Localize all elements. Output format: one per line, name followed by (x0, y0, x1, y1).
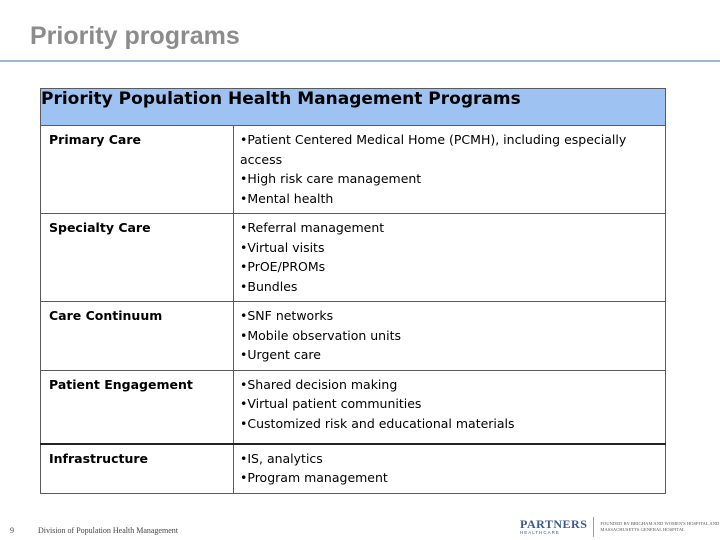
row-category: Specialty Care (41, 214, 234, 302)
list-item: • Virtual patient communities (240, 394, 657, 414)
logo-brand (520, 518, 587, 536)
list-item: • Patient Centered Medical Home (PCMH), including especially access (240, 130, 657, 169)
logo-name: PARTNERS (520, 517, 588, 531)
footer-department: Division of Population Health Management (38, 526, 178, 535)
table-header-row (41, 89, 666, 126)
slide-title: Priority programs (30, 22, 240, 50)
partners-logo (520, 514, 720, 540)
row-items (234, 370, 666, 444)
table-row (41, 126, 666, 214)
table-row (41, 214, 666, 302)
list-item: • IS, analytics (240, 449, 657, 469)
table-row (41, 444, 666, 494)
list-item: • Mental health (240, 189, 657, 209)
list-item: • Mobile observation units (240, 326, 657, 346)
logo-founded-text: FOUNDED BY BRIGHAM AND WOMEN'S HOSPITAL AND MASSACHUSETTS GENERAL HOSPITAL (600, 521, 720, 532)
logo-divider (593, 517, 594, 537)
row-category: Care Continuum (41, 302, 234, 371)
row-items (234, 302, 666, 371)
list-item: • Referral management (240, 218, 657, 238)
list-item: • Shared decision making (240, 375, 657, 395)
list-item: • Program management (240, 468, 657, 488)
row-category: Infrastructure (41, 444, 234, 494)
programs-table (40, 88, 666, 494)
list-item: • Customized risk and educational materials (240, 414, 657, 434)
logo-subtitle: HEALTHCARE (520, 530, 560, 535)
row-items (234, 444, 666, 494)
table-header: Priority Population Health Management Programs (41, 89, 666, 126)
table-row (41, 302, 666, 371)
list-item: • Bundles (240, 277, 657, 297)
row-category: Primary Care (41, 126, 234, 214)
list-item: • High risk care management (240, 169, 657, 189)
list-item: • SNF networks (240, 306, 657, 326)
title-divider (0, 60, 720, 62)
list-item: • PrOE/PROMs (240, 257, 657, 277)
page-number: 9 (10, 526, 14, 535)
row-items (234, 214, 666, 302)
table-row (41, 370, 666, 444)
list-item: • Urgent care (240, 345, 657, 365)
list-item: • Virtual visits (240, 238, 657, 258)
row-category: Patient Engagement (41, 370, 234, 444)
row-items (234, 126, 666, 214)
